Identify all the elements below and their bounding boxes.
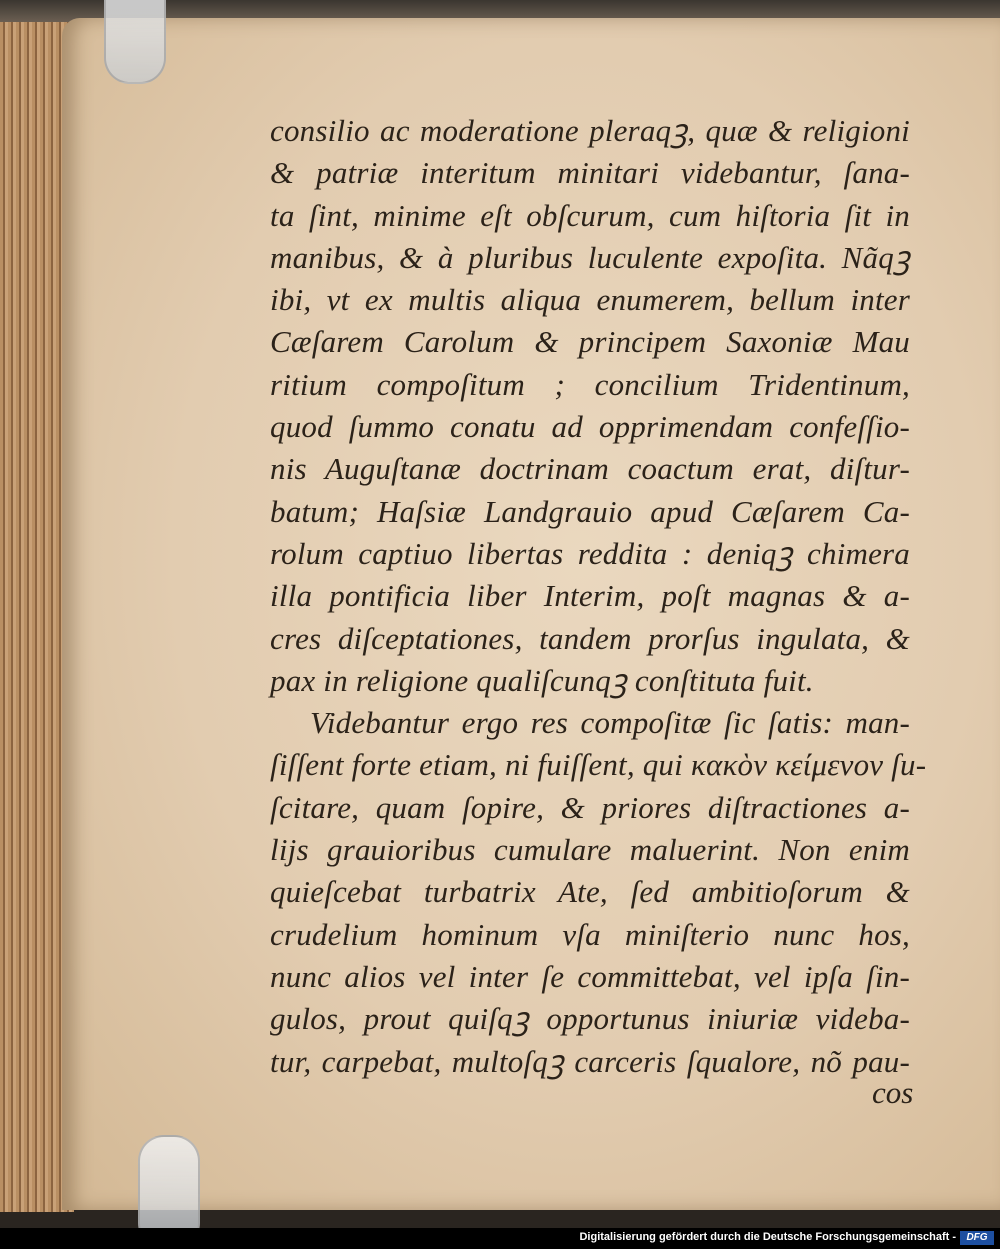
text-line: batum; Haſsiæ Landgrauio apud Cæſarem Ca- <box>270 493 910 529</box>
text-line: lijs grauioribus cumulare maluerint. Non enim <box>270 832 910 868</box>
book-clip-top <box>104 0 166 84</box>
text-line: crudelium hominum vſa miniſterio nunc hos, <box>270 916 910 952</box>
text-line: rolum captiuo libertas reddita : deniqꝫ chimera <box>270 535 910 571</box>
text-line: ſcitare, quam ſopire, & priores diſtractiones a- <box>270 789 910 825</box>
text-line: cres diſceptationes, tandem prorſus ingulata, & <box>270 620 910 656</box>
text-line: ritium compoſitum ; concilium Tridentinum, <box>270 366 910 402</box>
text-line: tur, carpebat, multoſqꝫ carceris ſqualore, nõ pau- <box>270 1043 910 1079</box>
text-line: ibi, vt ex multis aliqua enumerem, bellum inter <box>270 282 910 318</box>
text-line: Videbantur ergo res compoſitæ ſic ſatis: man- <box>310 705 910 741</box>
text-line: & patriæ interitum minitari videbantur, ſana- <box>270 155 910 191</box>
footer-credit: Digitalisierung gefördert durch die Deutsche Forschungsgemeinschaft - <box>579 1231 956 1243</box>
catchword: cos <box>872 1075 914 1110</box>
text-line: pax in religione qualiſcunqꝫ conſtituta fuit. <box>270 662 814 698</box>
text-line: consilio ac moderatione pleraqꝫ, quæ & religioni <box>270 113 910 148</box>
text-line: nis Auguſtanæ doctrinam coactum erat, diſtur- <box>270 451 910 487</box>
text-line: nunc alios vel inter ſe committebat, vel ipſa ſin- <box>270 958 910 994</box>
text-line: Cæſarem Carolum & principem Saxoniæ Mau <box>270 324 910 360</box>
dfg-logo-icon: DFG <box>960 1231 994 1245</box>
text-line: gulos, prout quiſqꝫ opportunus iniuriæ videba- <box>270 1001 910 1037</box>
text-line: ſiſſent forte etiam, ni fuiſſent, qui κακὸν κείμενον ſu- <box>270 747 927 783</box>
text-line: manibus, & à pluribus luculente expoſita. Nãqꝫ <box>270 239 910 275</box>
text-line: quieſcebat turbatrix Ate, ſed ambitioſorum & <box>270 874 910 910</box>
page-text <box>270 110 927 1083</box>
text-line: quod ſummo conatu ad opprimendam confeſſio- <box>270 409 910 445</box>
text-line: illa pontificia liber Interim, poſt magnas & a- <box>270 578 910 614</box>
text-line: ta ſint, minime eſt obſcurum, cum hiſtoria ſit in <box>270 197 910 233</box>
footer-bar <box>0 1228 1000 1249</box>
